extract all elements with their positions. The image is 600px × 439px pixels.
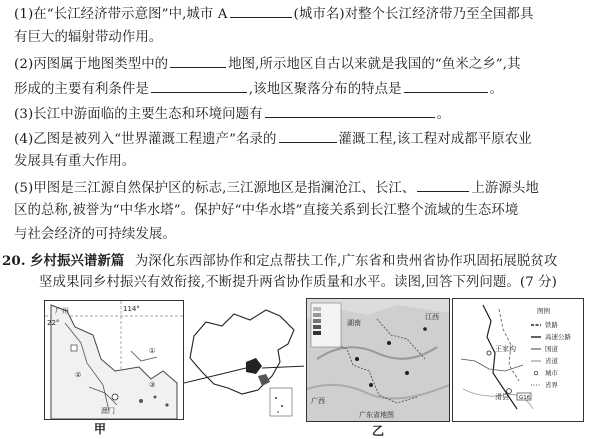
q19-p5-text-a: (5)甲图是三江源自然保护区的标志,三江源地区是指澜沧江、长江、 <box>14 181 416 196</box>
q19-p5-text-b: 上游源头地 <box>471 181 539 196</box>
q19-p4-text-b: 灌溉工程,该工程对成都平原农业 <box>338 132 532 147</box>
answer-blank-city-a[interactable] <box>230 3 292 18</box>
bing-legend <box>531 306 572 389</box>
answer-blank-irrigation[interactable] <box>279 128 337 143</box>
q19-p2-text-c: 形成的主要有利条件是 <box>14 82 149 97</box>
bing-label-road: G16 <box>519 395 531 401</box>
bing-legend-title: 图例 <box>537 307 550 315</box>
china-outline-svg <box>184 302 304 420</box>
q20-line1 <box>2 251 557 272</box>
jia-label-1: ① <box>149 347 156 355</box>
q19-p2-text-d: ,该地区聚落分布的特点是 <box>248 82 402 97</box>
yi-label-title: 广东省地图 <box>359 411 394 419</box>
q19-part5-line3 <box>14 225 176 245</box>
q19-p4-text-c: 发展具有重大作用。 <box>14 154 136 169</box>
bing-label-wangjiagou: 王家沟 <box>495 345 516 353</box>
jia-label-lat: 22° <box>47 319 60 327</box>
q19-part2-line1 <box>14 53 521 75</box>
answer-blank-eco-problems[interactable] <box>265 103 435 118</box>
q19-part3-line1 <box>14 103 450 125</box>
q19-p5-text-c: 区的总称,被誉为“中华水塔”。保护好“中华水塔”直接关系到长江整个流域的生态环境 <box>14 203 519 218</box>
yi-label-guangxi: 广西 <box>311 397 325 405</box>
q19-part1-line1 <box>14 3 534 25</box>
yi-label-hunan: 湖南 <box>347 319 361 327</box>
yi-label-jiangxi: 江西 <box>425 313 439 321</box>
q19-p2-text-b: 地图,所示地区自古以来就是我国的“鱼米之乡”,其 <box>228 57 521 72</box>
q19-part5-line2 <box>14 201 518 221</box>
answer-blank-settlement[interactable] <box>404 78 488 93</box>
q19-part5-line1 <box>14 177 539 199</box>
figure-bing-map <box>452 298 584 422</box>
jia-map-svg <box>45 301 183 419</box>
bing-legend-national-road: 国道 <box>545 345 558 353</box>
figure-jia-map <box>44 300 184 420</box>
bing-map-svg <box>453 299 583 421</box>
q19-part2-line2 <box>14 78 503 100</box>
q19-p2-text-a: (2)丙图属于地图类型中的 <box>14 57 169 72</box>
bing-legend-city: 城市 <box>545 369 558 377</box>
jia-label-lon: 114° <box>123 305 140 313</box>
q19-part4-line2 <box>14 152 135 172</box>
jia-label-2: ② <box>75 371 82 379</box>
answer-blank-river[interactable] <box>417 177 469 192</box>
q20-text-a: 为深化东西部协作和定点帮扶工作,广东省和贵州省协作巩固拓展脱贫攻 <box>134 254 558 269</box>
q20-title: 乡村振兴谱新篇 <box>29 253 125 269</box>
figure-jia-caption: 甲 <box>94 422 107 436</box>
q20-text-b: 坚成果同乡村振兴有效衔接,不断提升两省协作质量和水平。读图,回答下列问题。(7 分) <box>39 275 557 290</box>
q20-number: 20. <box>2 253 26 269</box>
q19-p4-text-a: (4)乙图是被列入“世界灌溉工程遗产”名录的 <box>14 132 277 147</box>
bing-legend-expressway: 高速公路 <box>545 333 571 341</box>
answer-blank-map-type[interactable] <box>170 53 226 68</box>
q19-p3-text-a: (3)长江中游面临的主要生态和环境问题有 <box>14 107 263 122</box>
q20-line2 <box>39 273 557 293</box>
q19-p3-text-b: 。 <box>436 107 451 122</box>
bing-label-huaxian: 滑县 <box>495 393 509 401</box>
china-locator-map <box>184 302 304 420</box>
bing-legend-boundary: 省界 <box>545 381 558 389</box>
answer-blank-conditions[interactable] <box>151 78 247 93</box>
q19-part1-line2 <box>14 28 162 48</box>
bing-legend-railway: 铁路 <box>545 321 558 329</box>
jia-label-3: ③ <box>149 381 156 389</box>
q19-p5-text-d: 与社会经济的可持续发展。 <box>14 227 176 242</box>
q19-p1-text-b: (城市名)对整个长江经济带乃至全国都具 <box>293 7 534 22</box>
q19-p1-text-a: (1)在“长江经济带示意图”中,城市 A <box>14 7 228 22</box>
q19-p1-text-c: 有巨大的辐射带动作用。 <box>14 30 163 45</box>
jia-label-guangzhou: 广州 <box>55 307 69 315</box>
figure-yi-map <box>306 298 450 422</box>
q19-part4-line1 <box>14 128 532 150</box>
bing-legend-provincial-road: 省道 <box>545 357 558 365</box>
jia-label-macau: 澳门 <box>101 407 115 415</box>
yi-map-svg <box>307 299 449 421</box>
figure-yi-caption: 乙 <box>372 424 385 438</box>
q19-p2-text-e: 。 <box>489 82 504 97</box>
